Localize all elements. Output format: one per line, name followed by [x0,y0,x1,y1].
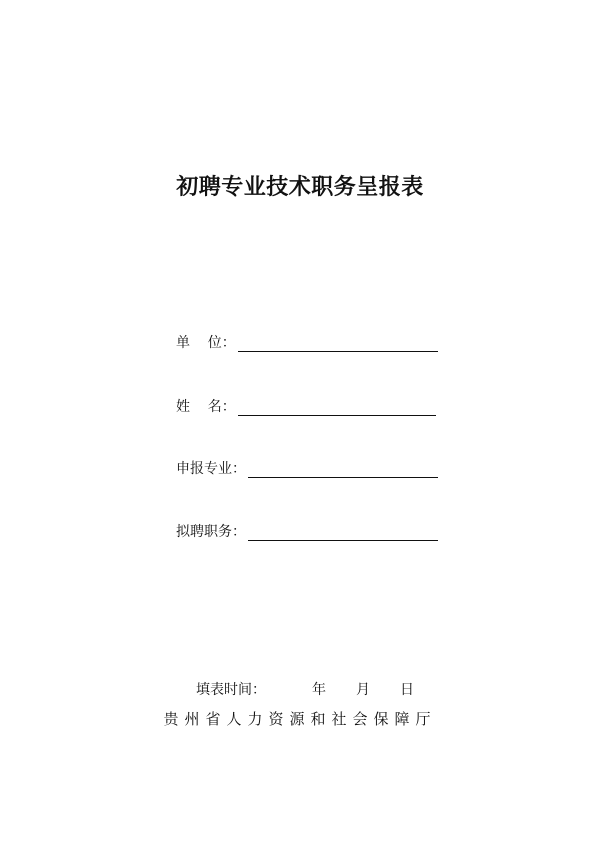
fill-date-year: 年 [312,682,326,698]
name-label: 姓 名： [176,399,236,415]
unit-blank-line[interactable] [238,337,438,352]
name-field [176,396,436,416]
unit-label: 单 位： [176,335,236,351]
specialty-blank-line[interactable] [248,463,438,478]
position-label: 拟聘职务： [176,524,246,540]
form-title: 初聘专业技术职务呈报表 [176,175,424,200]
position-blank-line[interactable] [248,526,438,541]
issuing-authority: 贵州省人力资源和社会保障厅 [163,710,437,728]
fill-date-label: 填表时间： [196,682,266,698]
fill-date-row [196,679,414,699]
fill-date-month: 月 [356,682,370,698]
specialty-field [176,458,438,478]
fill-date-day: 日 [400,682,414,698]
specialty-label: 申报专业： [176,461,246,477]
unit-field [176,332,438,352]
name-blank-line[interactable] [238,401,436,416]
position-field [176,521,438,541]
